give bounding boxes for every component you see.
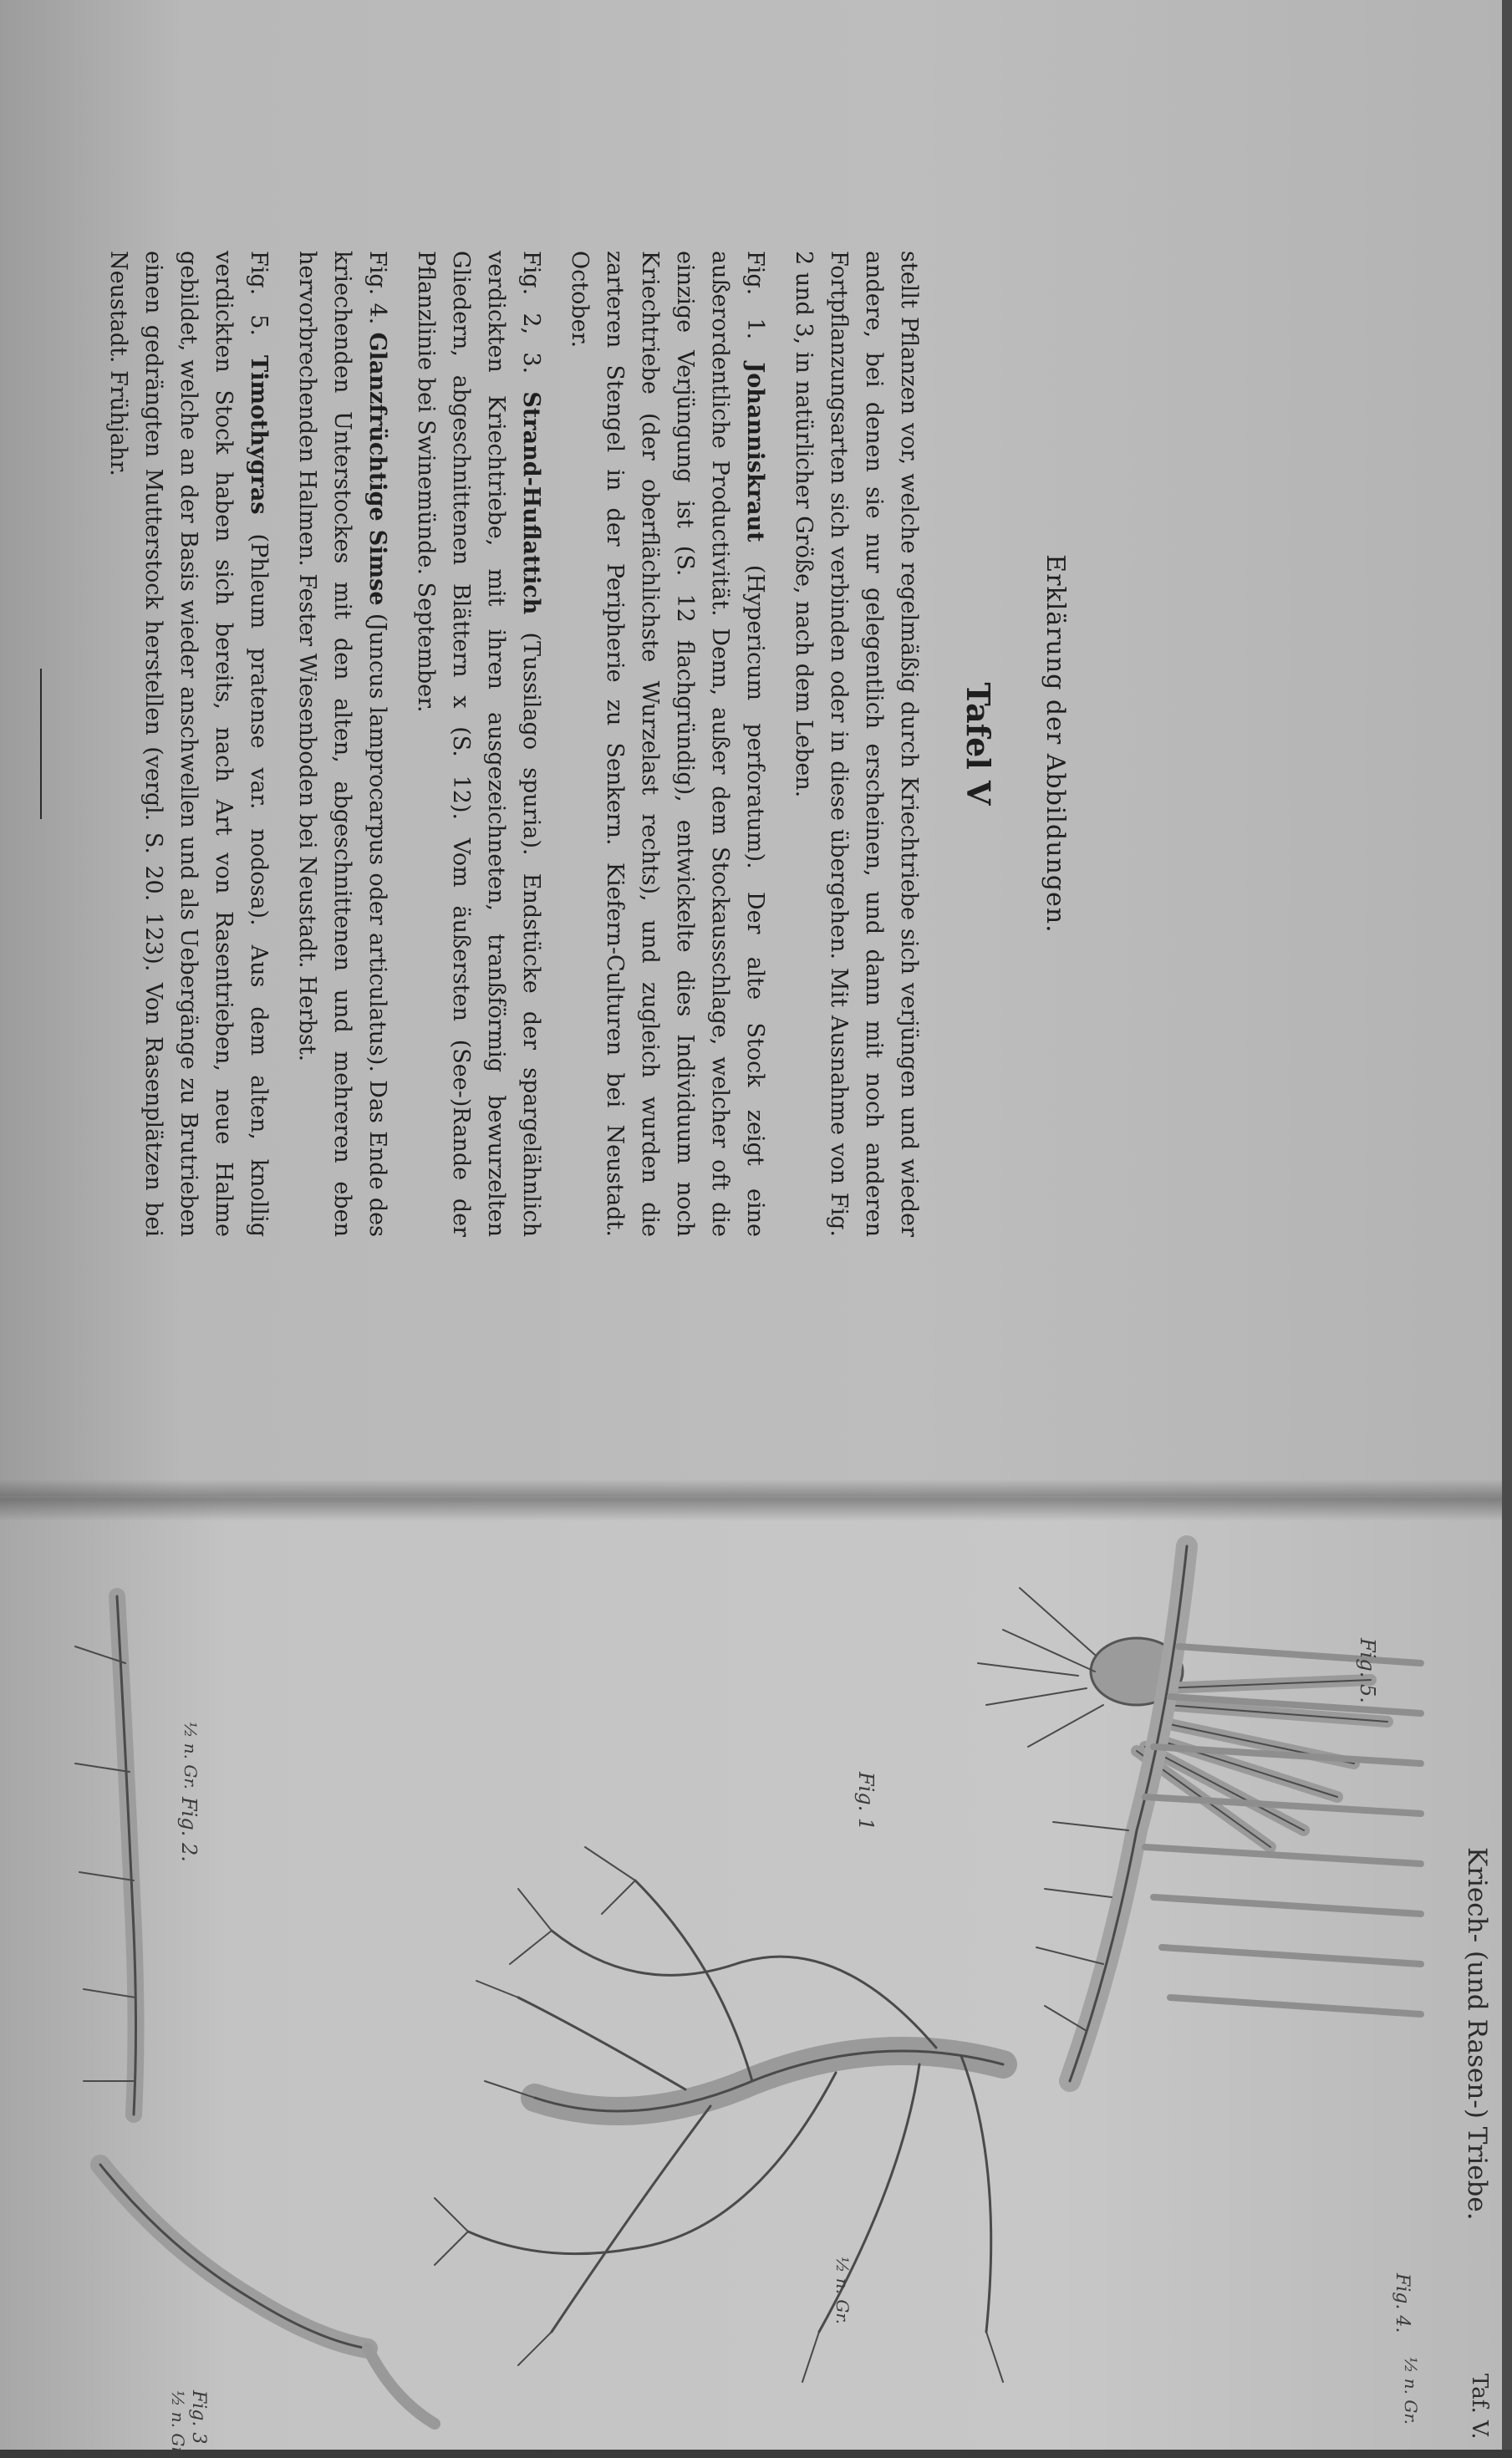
- scale-label: ½ n. Gr.: [181, 1722, 201, 1790]
- plate-heading: Tafel V: [960, 682, 997, 806]
- explanation-text-rotated: [0, 251, 1070, 1237]
- figure-entry-1: [562, 251, 772, 1237]
- intro-paragraph: stellt Pflanzen vor, welche regelmäßig durch Kriechtriebe sich verjüngen und wieder andere, bei denen sie nur gelegentlich erscheinen, und dann mit noch anderen Fortpflanzungsarten sich verbinden oder in diese übergehen. Mit Ausnahme von Fig. 2 und 3, in natürlicher Größe, nach dem Leben.: [791, 251, 922, 1237]
- figure-label: Fig. 1.: [742, 251, 768, 340]
- figure-entry-3: [289, 251, 395, 1237]
- figure-name: Glanzfrüchtige Simse: [364, 332, 390, 606]
- scale-label: ½ n. Gr.: [1401, 2357, 1421, 2425]
- explanation-text: [40, 251, 1070, 1237]
- botanical-plate-illustration: [0, 1496, 1512, 2450]
- figure-text: (Hypericum perforatum). Der alte Stock zeigt eine außerordentliche Productivität. Denn, außer dem Stockausschlage, welcher oft die einzige Verjüngung ist (S. 12 flachgründig), entwickelte dies Individuum noch Kriechtriebe (der oberflächlichste Wurzelast rechts), und zugleich wurden die zarteren Stengel in der Peripherie zu Senkern. Kiefern-Culturen bei Neustadt. October.: [567, 251, 768, 1237]
- label-fig2: Fig. 2.: [177, 1797, 201, 1862]
- figure-label: Fig. 2, 3.: [518, 251, 544, 374]
- scale-label: ½ n. Gr.: [832, 2257, 853, 2325]
- label-fig3: Fig. 3: [188, 2390, 209, 2445]
- figure-text: (Phleum pratense var. nodosa). Aus dem alten, knollig verdickten Stock haben sich bereits, nach Art von Rasentrieben, neue Halme gebildet, welche an der Basis wieder anschwellen und als Uebergänge zu Brutrieben einen gedrängten Mutterstock herstellen (vergl. S. 20. 123). Von Rasenplätzen bei Neustadt. Frühjahr.: [105, 251, 272, 1237]
- label-fig5: Fig. 5.: [1356, 1638, 1379, 1703]
- figure-name: Strand-Huflattich: [518, 391, 544, 615]
- page-header: Erklärung der Abbildungen.: [1041, 554, 1070, 934]
- figure-entry-4: [100, 251, 276, 1237]
- figure-name: Johanniskraut: [742, 362, 768, 542]
- plate-title: Kriech- (und Rasen-) Triebe.: [1462, 1847, 1492, 2221]
- plate-number: Taf. V.: [1467, 2374, 1492, 2440]
- figure-entry-2: [408, 251, 548, 1237]
- label-fig4: Fig. 4.: [1392, 2273, 1413, 2333]
- figure-name: Timothygras: [246, 355, 272, 515]
- figure-text: (Tussilago spuria). Endstücke der spargelähnlich verdickten Kriechtriebe, mit ihren ausgezeichneten, tranßförmig bewurzelten Gliedern, abgeschnittenen Blättern x (S. 12). Vom äußersten (See-)Rande der Pflanzlinie bei Swinemünde. September.: [413, 251, 544, 1237]
- fig3-drawing: [100, 2165, 435, 2424]
- divider-rule: [40, 669, 42, 819]
- figure-label: Fig. 4.: [364, 251, 390, 325]
- fig2-drawing: [75, 1596, 136, 2114]
- figure-text: (Juncus lamprocarpus oder articulatus). Das Ende des kriechenden Unterstockes mit den alten, abgeschnittenen und mehreren eben hervorbrechenden Halmen. Fester Wiesenboden bei Neustadt. Herbst.: [294, 251, 390, 1237]
- figure-label: Fig. 5.: [246, 251, 272, 336]
- label-fig1: Fig. 1: [854, 1772, 878, 1831]
- scale-label: ½ n. Gr.: [168, 2390, 188, 2458]
- fig1-drawing: [435, 1847, 1003, 2382]
